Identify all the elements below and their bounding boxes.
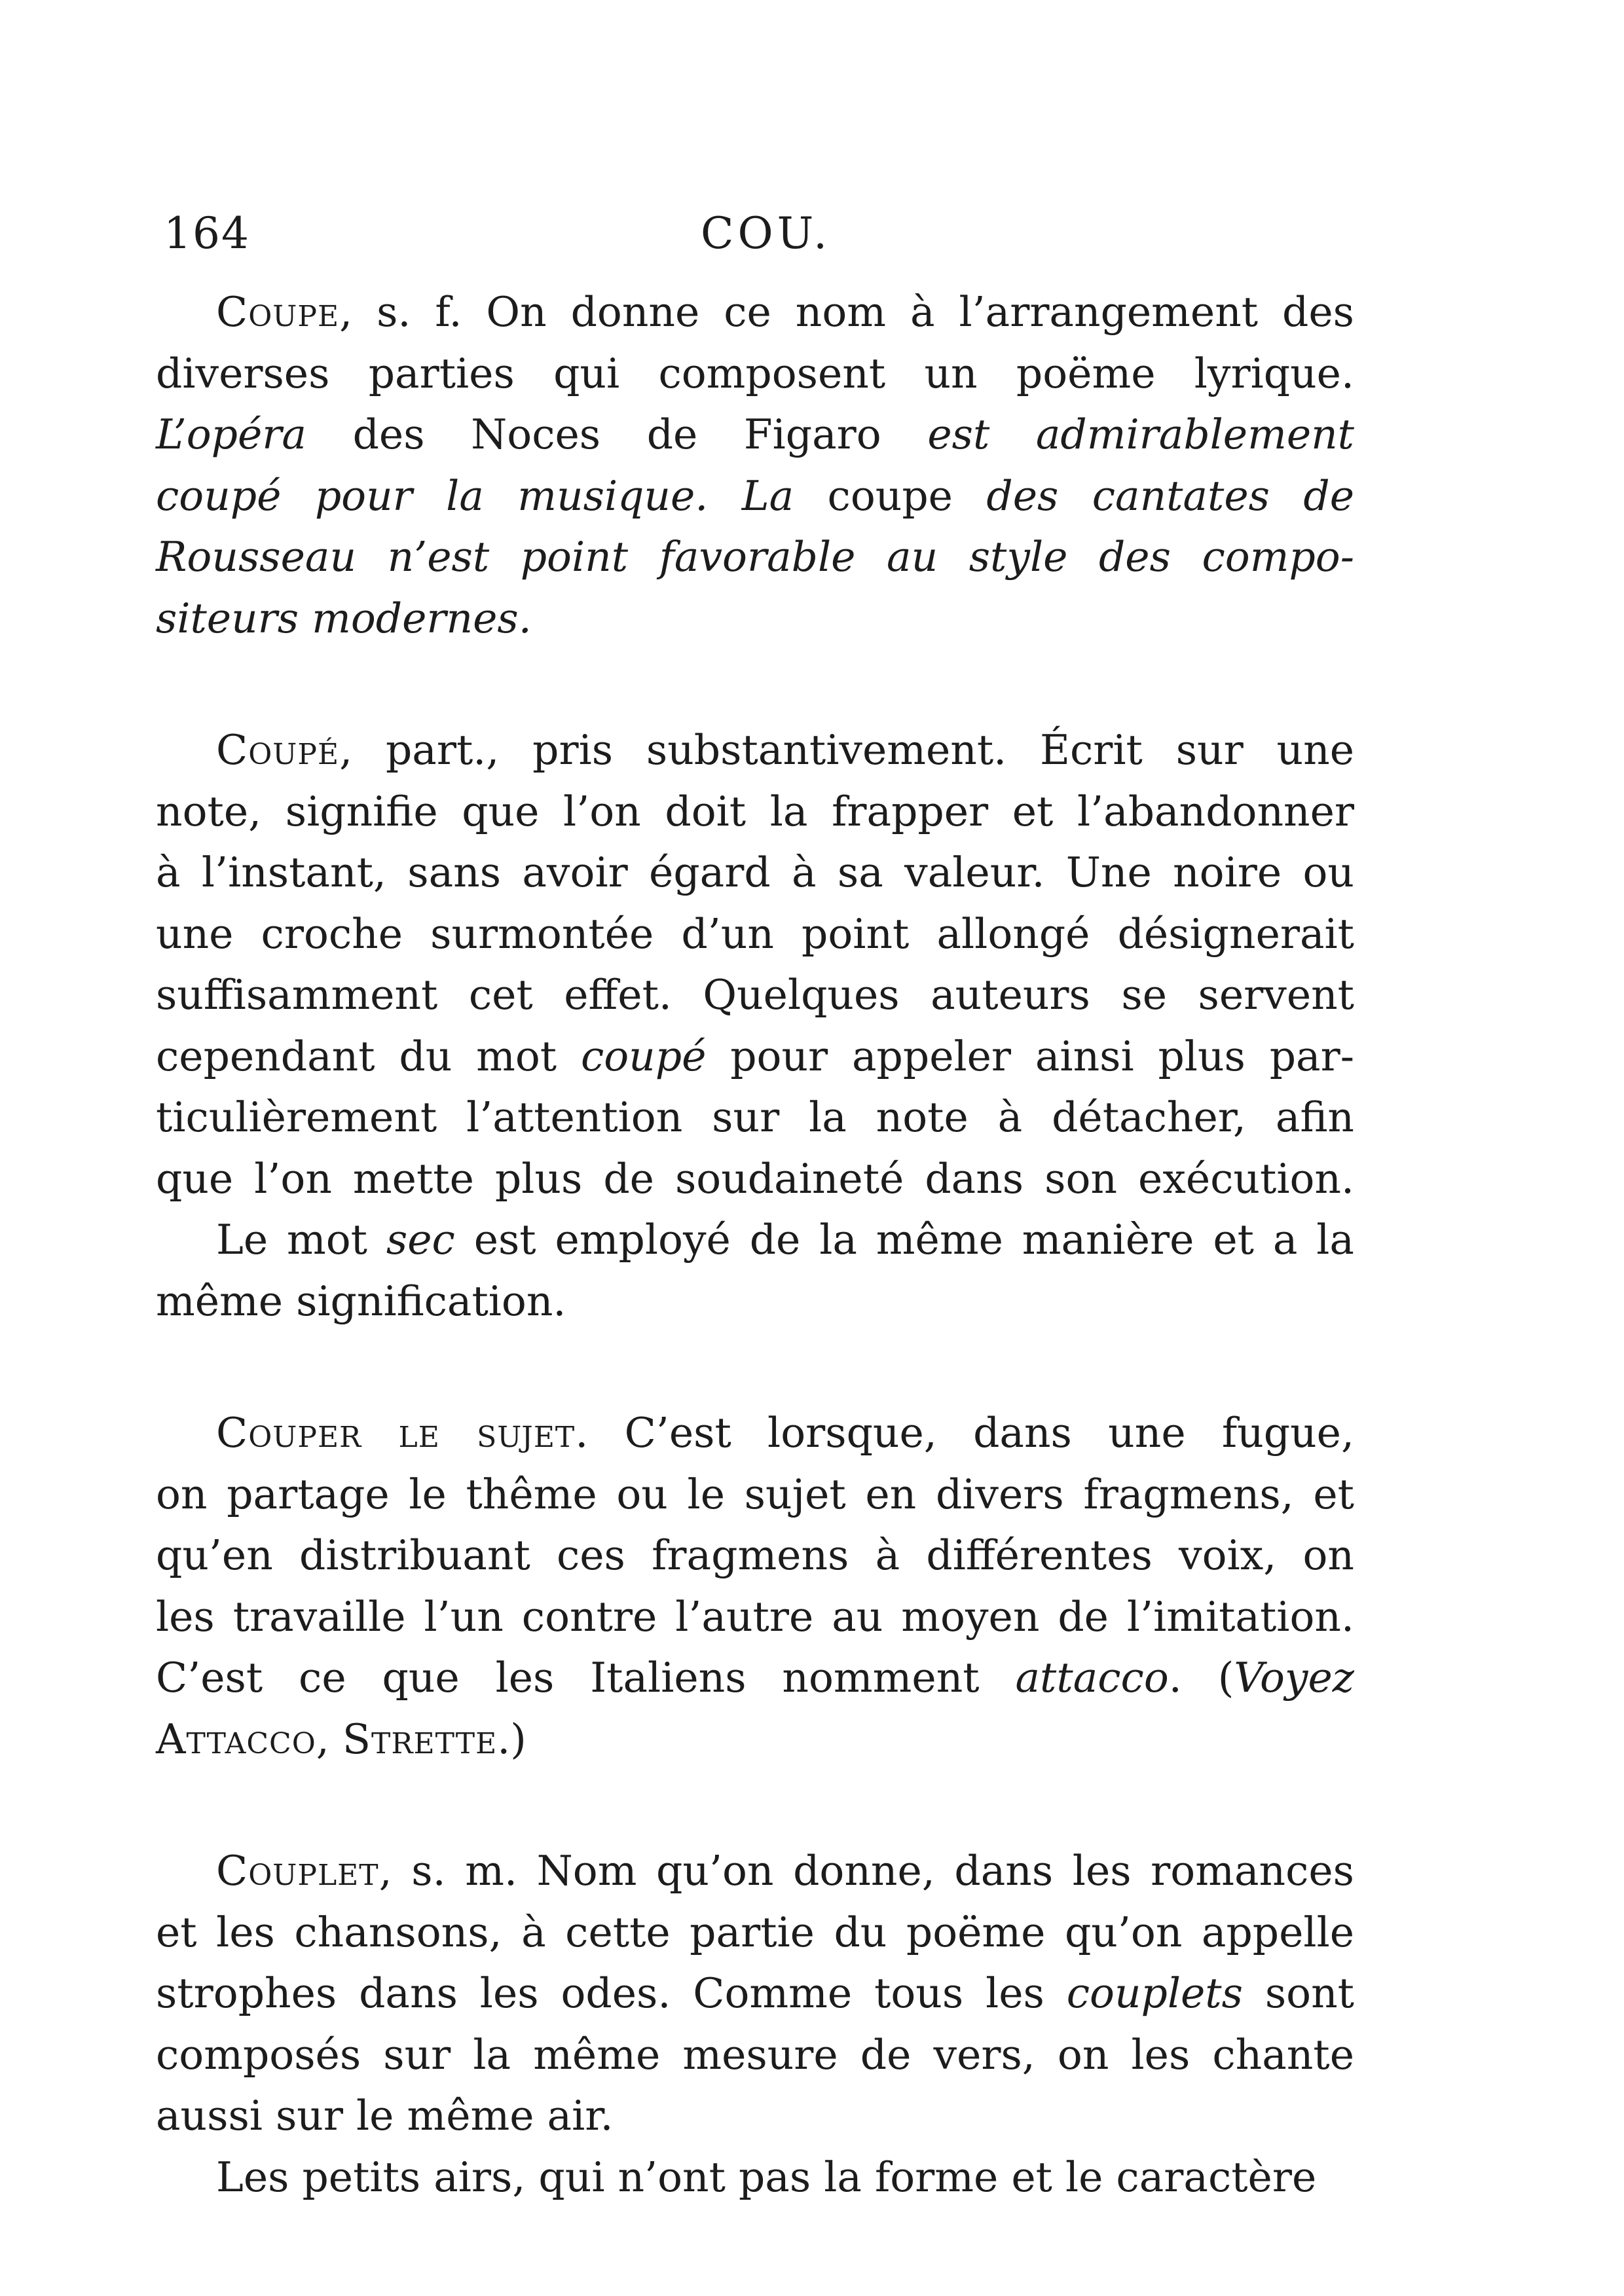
- text-line: [156, 2024, 1354, 2086]
- body-text: strophes dans les odes. Comme tous les: [156, 1969, 1067, 2017]
- text-column: [156, 282, 1354, 2208]
- text-line: [156, 1026, 1354, 1087]
- text-line: [156, 1209, 1354, 1271]
- body-text: cependant du mot: [156, 1032, 581, 1080]
- text-line: [156, 1709, 1354, 1770]
- text-line: [156, 1464, 1354, 1525]
- italic-text: coupé: [580, 1032, 707, 1080]
- text-line: [156, 1148, 1354, 1210]
- body-text: aussi sur le même air.: [156, 2092, 614, 2140]
- body-text: les travaille l’un contre l’autre au moyen de l’imitation.: [156, 1592, 1354, 1641]
- body-text: , s. f. On donne ce nom à l’arrangement des: [339, 288, 1354, 336]
- running-head: [164, 208, 1349, 267]
- text-line: [156, 1271, 1354, 1332]
- body-text: ,: [316, 1715, 342, 1763]
- headword: Coupé: [216, 726, 340, 774]
- body-text: pour appeler ainsi plus par-: [706, 1032, 1354, 1080]
- text-line: [156, 1840, 1354, 1902]
- body-text: que l’on mette plus de soudaineté dans son exécution.: [156, 1154, 1354, 1203]
- headword: Attacco: [156, 1715, 316, 1763]
- headword: Coupe: [216, 288, 340, 336]
- headword: Couplet: [216, 1847, 379, 1895]
- text-line: [156, 588, 1354, 649]
- body-text: à l’instant, sans avoir égard à sa valeur. Une noire ou: [156, 848, 1354, 896]
- body-text: et les chansons, à cette partie du poëme qu’on appelle: [156, 1908, 1354, 1956]
- text-line: [156, 1647, 1354, 1709]
- italic-text: siteurs modernes.: [156, 594, 532, 642]
- text-line: [156, 1963, 1354, 2024]
- text-line: [156, 465, 1354, 527]
- text-line: [156, 720, 1354, 781]
- italic-text: des cantates de: [986, 471, 1355, 520]
- text-line: [156, 1402, 1354, 1464]
- text-line: [156, 1586, 1354, 1648]
- text-line: [156, 282, 1354, 343]
- text-line: [156, 842, 1354, 903]
- text-line: [156, 903, 1354, 965]
- body-text: . C’est lorsque, dans une fugue,: [575, 1409, 1354, 1457]
- body-text: une croche surmontée d’un point allongé désignerait: [156, 909, 1354, 958]
- italic-text: est admirablement: [927, 410, 1354, 458]
- body-text: suffisamment cet effet. Quelques auteurs se servent: [156, 971, 1354, 1019]
- italic-text: Voyez: [1234, 1654, 1354, 1702]
- text-line: [156, 526, 1354, 588]
- body-text: . (: [1168, 1654, 1234, 1702]
- text-line: [156, 343, 1354, 405]
- headword: Strette: [342, 1715, 498, 1763]
- body-text: même signification.: [156, 1277, 566, 1325]
- body-text: C’est ce que les Italiens nomment: [156, 1654, 1016, 1702]
- headword: Couper le sujet: [216, 1409, 576, 1457]
- body-text: des Noces de Figaro: [306, 410, 928, 458]
- italic-text: sec: [386, 1216, 455, 1264]
- running-title: COU.: [701, 208, 832, 259]
- text-line: [156, 2147, 1354, 2208]
- italic-text: L’opéra: [156, 410, 306, 458]
- body-text: sont: [1242, 1969, 1354, 2017]
- body-text: est employé de la même manière et a la: [454, 1216, 1354, 1264]
- italic-text: attacco: [1015, 1654, 1169, 1702]
- dictionary-entry: [156, 282, 1354, 649]
- text-line: [156, 2085, 1354, 2147]
- body-text: diverses parties qui composent un poëme lyrique.: [156, 349, 1354, 397]
- text-line: [156, 1902, 1354, 1963]
- body-text: , s. m. Nom qu’on donne, dans les romances: [378, 1847, 1354, 1895]
- text-line: [156, 1087, 1354, 1148]
- body-text: composés sur la même mesure de vers, on les chante: [156, 2030, 1354, 2079]
- text-line: [156, 781, 1354, 843]
- italic-text: couplets: [1066, 1969, 1243, 2017]
- body-text: ticulièrement l’attention sur la note à détacher, afin: [156, 1093, 1354, 1141]
- body-text: Le mot: [216, 1216, 386, 1264]
- text-line: [156, 1525, 1354, 1586]
- body-text: Les petits airs, qui n’ont pas la forme et le caractère: [216, 2153, 1317, 2201]
- body-text: note, signifie que l’on doit la frapper et l’abandonner: [156, 787, 1354, 835]
- text-line: [156, 964, 1354, 1026]
- body-text: coupe: [794, 471, 987, 520]
- italic-text: coupé pour la musique. La: [156, 471, 794, 520]
- body-text: qu’en distribuant ces fragmens à différentes voix, on: [156, 1531, 1354, 1579]
- dictionary-entry: [156, 1402, 1354, 1770]
- body-text: .): [497, 1715, 526, 1763]
- page-number: 164: [164, 208, 250, 259]
- text-line: [156, 404, 1354, 465]
- italic-text: Rousseau n’est point favorable au style des compo-: [156, 533, 1354, 581]
- body-text: , part., pris substantivement. Écrit sur une: [339, 726, 1354, 774]
- body-text: on partage le thême ou le sujet en divers fragmens, et: [156, 1470, 1354, 1518]
- dictionary-entry: [156, 1840, 1354, 2208]
- dictionary-entry: [156, 720, 1354, 1332]
